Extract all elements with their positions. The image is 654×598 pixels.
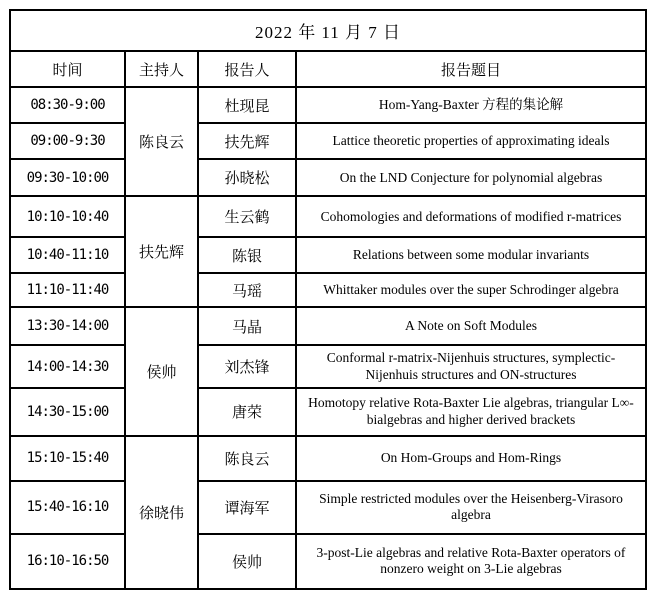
table-row [10, 388, 646, 436]
chair-cell: 扶先辉 [125, 196, 198, 307]
speaker-cell: 杜现昆 [198, 87, 296, 123]
speaker-cell: 侯帅 [198, 534, 296, 589]
col-header-time: 时间 [10, 51, 125, 87]
table-row [10, 436, 646, 481]
speaker-cell: 生云鹤 [198, 196, 296, 237]
speaker-cell: 孙晓松 [198, 159, 296, 196]
time-cell: 13:30-14:00 [10, 307, 125, 345]
time-cell: 10:10-10:40 [10, 196, 125, 237]
speaker-cell: 刘杰锋 [198, 345, 296, 387]
table-row [10, 273, 646, 307]
table-row [10, 159, 646, 196]
date-title: 2022 年 11 月 7 日 [10, 10, 646, 51]
chair-cell: 侯帅 [125, 307, 198, 435]
talk-title-cell: Cohomologies and deformations of modified r-matrices [296, 196, 646, 237]
table-row [10, 345, 646, 387]
column-header-row [10, 51, 646, 87]
table-row [10, 237, 646, 273]
speaker-cell: 陈银 [198, 237, 296, 273]
talk-title-cell: Hom-Yang-Baxter 方程的集论解 [296, 87, 646, 123]
talk-title-cell: On Hom-Groups and Hom-Rings [296, 436, 646, 481]
table-row [10, 196, 646, 237]
time-cell: 15:10-15:40 [10, 436, 125, 481]
speaker-cell: 唐荣 [198, 388, 296, 436]
time-cell: 10:40-11:10 [10, 237, 125, 273]
speaker-cell: 马瑶 [198, 273, 296, 307]
talk-title-cell: On the LND Conjecture for polynomial algebras [296, 159, 646, 196]
speaker-cell: 陈良云 [198, 436, 296, 481]
col-header-speaker: 报告人 [198, 51, 296, 87]
date-title-row [10, 10, 646, 51]
time-cell: 15:40-16:10 [10, 481, 125, 534]
talk-title-cell: Conformal r-matrix-Nijenhuis structures, symplectic-Nijenhuis structures and ON-structures [296, 345, 646, 387]
talk-title-cell: Lattice theoretic properties of approximating ideals [296, 123, 646, 159]
schedule-table [9, 9, 647, 590]
talk-title-cell: Homotopy relative Rota-Baxter Lie algebras, triangular L∞-bialgebras and higher derived brackets [296, 388, 646, 436]
table-row [10, 87, 646, 123]
col-header-chair: 主持人 [125, 51, 198, 87]
time-cell: 16:10-16:50 [10, 534, 125, 589]
chair-cell: 陈良云 [125, 87, 198, 196]
time-cell: 09:30-10:00 [10, 159, 125, 196]
time-cell: 14:00-14:30 [10, 345, 125, 387]
time-cell: 09:00-9:30 [10, 123, 125, 159]
talk-title-cell: Whittaker modules over the super Schrodinger algebra [296, 273, 646, 307]
col-header-talk-title: 报告题目 [296, 51, 646, 87]
table-row [10, 481, 646, 534]
speaker-cell: 谭海军 [198, 481, 296, 534]
speaker-cell: 马晶 [198, 307, 296, 345]
time-cell: 14:30-15:00 [10, 388, 125, 436]
table-row [10, 123, 646, 159]
table-row [10, 307, 646, 345]
chair-cell: 徐晓伟 [125, 436, 198, 589]
talk-title-cell: Relations between some modular invariants [296, 237, 646, 273]
time-cell: 11:10-11:40 [10, 273, 125, 307]
talk-title-cell: Simple restricted modules over the Heisenberg-Virasoro algebra [296, 481, 646, 534]
talk-title-cell: A Note on Soft Modules [296, 307, 646, 345]
time-cell: 08:30-9:00 [10, 87, 125, 123]
table-row [10, 534, 646, 589]
speaker-cell: 扶先辉 [198, 123, 296, 159]
talk-title-cell: 3-post-Lie algebras and relative Rota-Baxter operators of nonzero weight on 3-Lie algebras [296, 534, 646, 589]
